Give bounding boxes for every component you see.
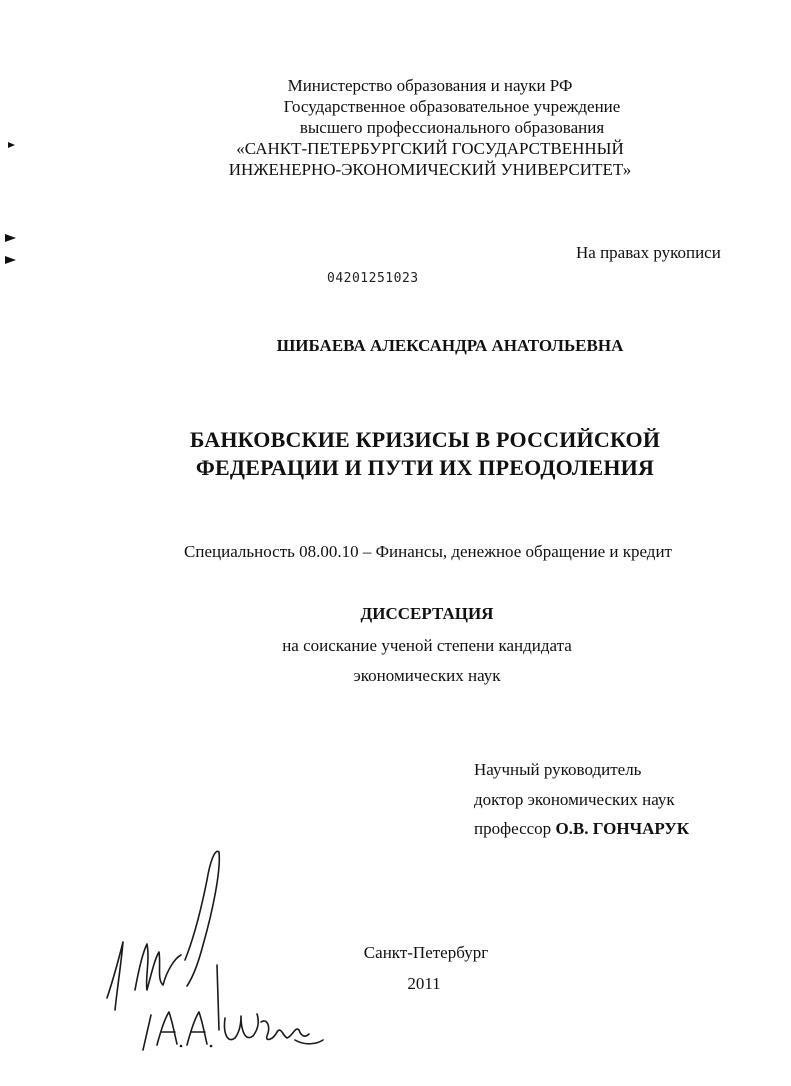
scan-mark [8,142,15,148]
scan-mark [5,256,16,264]
year: 2011 [407,974,441,993]
supervisor-degree: доктор экономических наук [474,790,675,809]
specialty-line: Специальность 08.00.10 – Финансы, денежное обращение и кредит [184,542,672,561]
university-name-line1: «САНКТ-ПЕТЕРБУРГСКИЙ ГОСУДАРСТВЕННЫЙ [236,139,624,158]
thesis-title-line1: БАНКОВСКИЕ КРИЗИСЫ В РОССИЙСКОЙ [189,427,661,452]
catalog-number: 04201251023 [327,271,419,286]
degree-line1: на соискание ученой степени кандидата [282,636,572,655]
thesis-title-line2: ФЕДЕРАЦИИ И ПУТИ ИХ ПРЕОДОЛЕНИЯ [195,455,655,480]
supervisor-line [474,819,689,839]
author-signature [95,840,325,1055]
supervisor-name: О.В. ГОНЧАРУК [555,819,690,838]
author-name: ШИБАЕВА АЛЕКСАНДРА АНАТОЛЬЕВНА [276,336,624,355]
document-type: ДИССЕРТАЦИЯ [360,604,494,623]
ministry-line: Министерство образования и науки РФ [287,76,573,95]
degree-line2: экономических наук [353,666,501,685]
supervisor-role: Научный руководитель [474,760,642,779]
scan-mark [5,234,16,242]
university-name-line2: ИНЖЕНЕРНО-ЭКОНОМИЧЕСКИЙ УНИВЕРСИТЕТ» [228,160,632,179]
city: Санкт-Петербург [363,943,489,962]
supervisor-title: профессор [474,819,552,838]
education-level-line: высшего профессионального образования [299,118,605,137]
institution-type-line: Государственное образовательное учреждение [283,97,621,116]
manuscript-note: На правах рукописи [576,243,721,262]
